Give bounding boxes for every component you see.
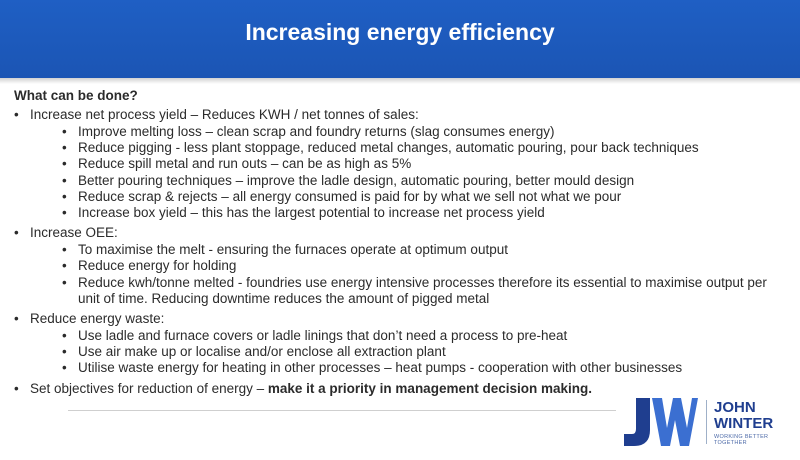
title-bar [0,0,800,78]
bullet-text: Set objectives for reduction of energy – [30,380,268,396]
john-winter-logo [622,396,798,448]
list-item-text: Use air make up or localise and/or enclose all extraction plant [78,344,446,360]
bullet-increase-oee [14,224,790,307]
logo-divider [706,400,707,444]
list-item [30,173,790,189]
list-item [30,156,790,172]
bullet-dot-icon: • [14,380,19,396]
bullet-dot-icon: • [14,107,19,122]
bullet-set-objectives [14,380,790,397]
list-item [30,140,790,156]
main-bullet-list [14,106,790,397]
bullet-dot-icon: • [62,156,67,172]
section-heading: What can be done? [14,88,138,103]
list-item [30,344,790,360]
bullet-dot-icon: • [62,344,67,360]
logo-name-line1: JOHN [714,399,756,416]
bullet-dot-icon: • [62,360,67,376]
list-item-text: Utilise waste energy for heating in other processes – heat pumps - cooperation with other businesses [78,360,683,376]
bullet-dot-icon: • [62,172,67,188]
sub-bullet-list [30,242,790,307]
bullet-text: Increase net process yield – Reduces KWH / net tonnes of sales: [30,107,419,122]
bullet-emphasis: make it a priority in management decision making. [267,380,592,396]
list-item-text: Reduce pigging - less plant stoppage, reduced metal changes, automatic pouring, pour back techniques [78,140,699,156]
list-item-text: Increase box yield – this has the largest potential to increase net process yield [78,205,545,221]
bullet-text: Increase OEE: [30,225,118,241]
list-item [30,275,790,307]
bullet-reduce-energy-waste [14,310,790,377]
bullet-dot-icon: • [62,274,67,290]
list-item [30,258,790,274]
list-item [30,328,790,344]
bullet-text: Reduce energy waste: [30,311,165,327]
list-item-text: Use ladle and furnace covers or ladle linings that don’t need a process to pre-heat [78,328,568,344]
slide-body [14,88,790,400]
list-item [30,189,790,205]
bullet-dot-icon: • [62,258,67,274]
logo-wordmark [714,400,773,432]
list-item-text: Reduce energy for holding [78,258,237,274]
list-item [30,360,790,376]
title-bar-shadow [0,78,800,84]
list-item-text: Better pouring techniques – improve the ladle design, automatic pouring, better mould design [78,172,635,188]
list-item-text: Reduce kwh/tonne melted - foundries use energy intensive processes therefore its essential to maximise output per unit of time. Reducing downtime reduces the amount of pigged metal [78,274,767,306]
slide-title: Increasing energy efficiency [245,19,555,45]
footer-divider [68,410,616,411]
list-item [30,205,790,221]
logo-name-line2: WINTER [714,415,774,432]
list-item-text: Reduce scrap & rejects – all energy consumed is paid for by what we sell not what we pour [78,188,622,204]
sub-bullet-list [30,124,790,221]
bullet-dot-icon: • [62,328,67,344]
jw-logo-mark-icon [622,396,698,448]
list-item-text: Reduce spill metal and run outs – can be as high as 5% [78,156,412,172]
list-item [30,242,790,258]
bullet-dot-icon: • [62,242,67,258]
bullet-dot-icon: • [14,311,19,327]
bullet-net-process-yield [14,106,790,221]
bullet-dot-icon: • [62,188,67,204]
bullet-dot-icon: • [62,124,67,139]
list-item [30,124,790,140]
bullet-dot-icon: • [14,225,19,241]
bullet-dot-icon: • [62,205,67,221]
list-item-text: Improve melting loss – clean scrap and foundry returns (slag consumes energy) [78,124,555,139]
bullet-dot-icon: • [62,140,67,156]
logo-tagline: WORKING BETTER TOGETHER [714,434,769,446]
sub-bullet-list [30,328,790,377]
list-item-text: To maximise the melt - ensuring the furnaces operate at optimum output [78,242,508,258]
